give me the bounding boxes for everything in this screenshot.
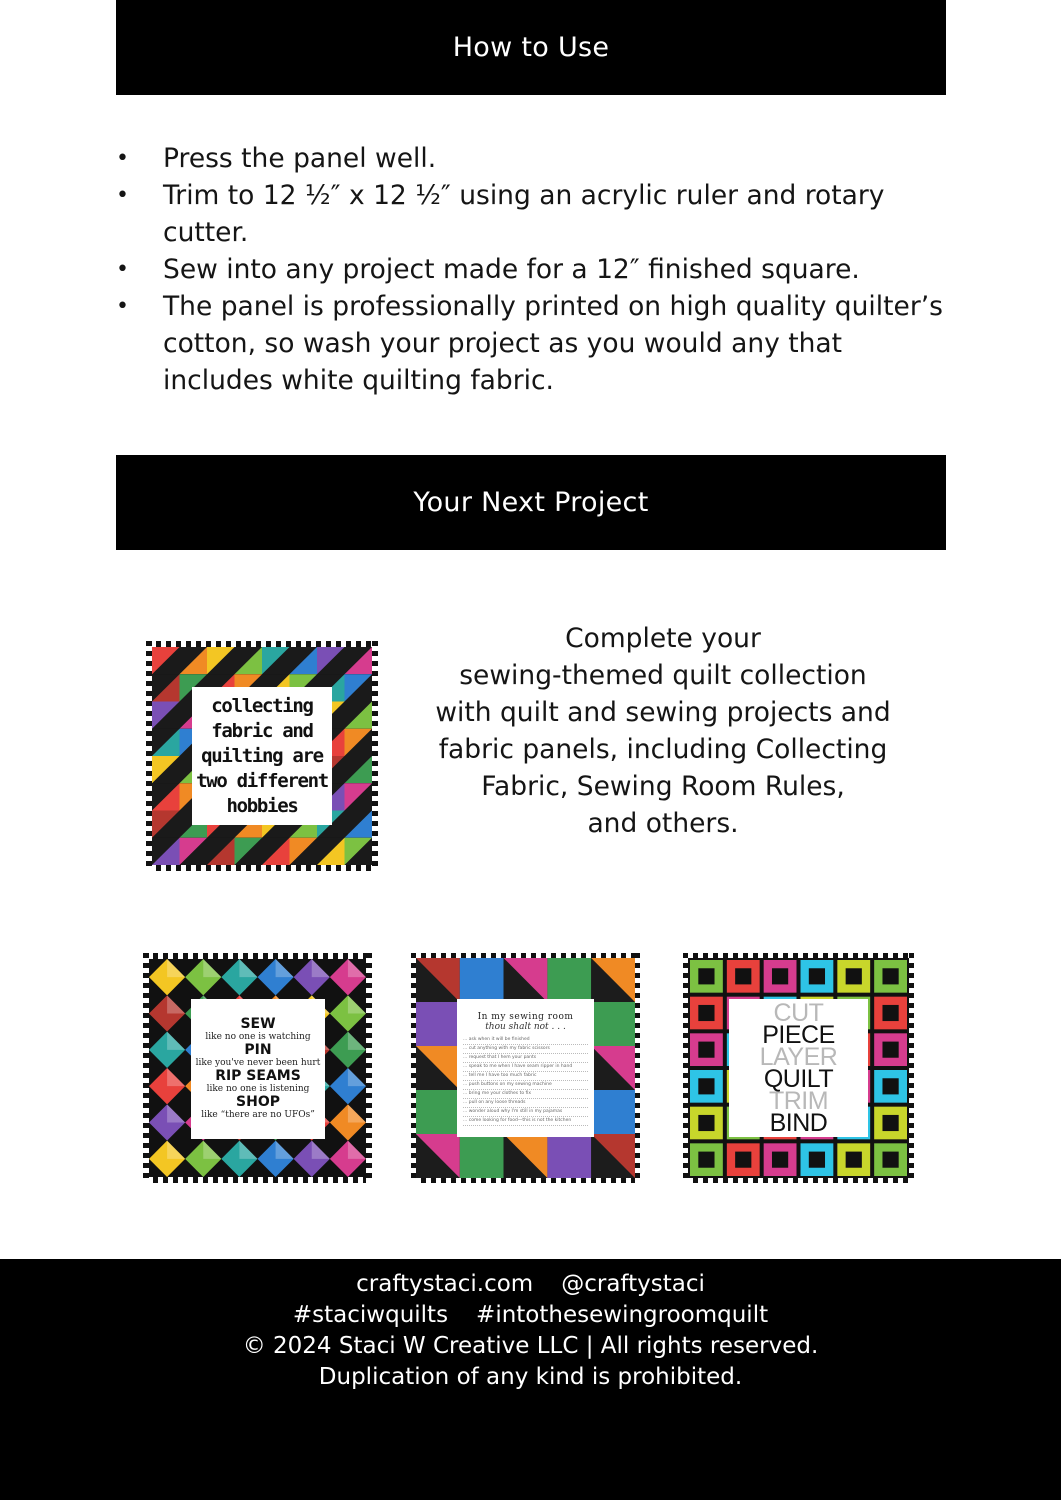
next-project-description: Complete your sewing-themed quilt collection with quilt and sewing projects and fabric panels, including Collecting Fabric, Sewing Room Rules, and others. xyxy=(435,623,891,839)
how-to-use-title: How to Use xyxy=(452,32,610,63)
hashtag: #intothesewingroomquilt xyxy=(476,1302,769,1328)
footer-line-hashtags xyxy=(0,1300,1061,1331)
bullet-icon: • xyxy=(116,294,129,319)
list-item: • Trim to 12 ½″ x 12 ½″ using an acrylic ruler and rotary cutter. xyxy=(116,177,946,251)
bullet-icon: • xyxy=(116,183,129,208)
how-to-use-banner xyxy=(116,0,946,95)
next-project-title: Your Next Project xyxy=(413,487,649,518)
social-handle[interactable]: @craftystaci xyxy=(561,1271,705,1297)
bullet-icon: • xyxy=(116,146,129,171)
quilt-panel-text: collecting fabric and quilting are two different hobbies xyxy=(192,687,332,825)
copyright: © 2024 Staci W Creative LLC | All rights reserved. xyxy=(242,1333,819,1359)
footer-line-contact xyxy=(0,1269,1061,1300)
sew-pin-quilt-image xyxy=(143,953,372,1183)
website-link[interactable]: craftystaci.com xyxy=(356,1271,534,1297)
next-project-banner xyxy=(116,455,946,550)
quilt-panel-text: In my sewing room thou shalt not . . . ... ask when it will be finished ... cut anything with my fabric scissors ... request that I hem your pants ... speak to me when I have seam ripper in hand ... tell me I have too much fabric ... push buttons on my sewing machine ... bring me your clothes to fix ... pull on any loose threads ... wonder aloud why I'm still in my pajamas ... come looking for food—this is not the kitchen xyxy=(457,999,594,1137)
bullet-icon: • xyxy=(116,257,129,282)
list-item: • The panel is professionally printed on high quality quilter’s cotton, so wash your project as you would any that includes white quilting fabric. xyxy=(116,288,946,399)
quilt-panel-text: SEW like no one is watching PIN like you've never been hurt RIP SEAMS like no one is listening SHOP like “there are no UFOs” xyxy=(191,999,325,1139)
cut-piece-quilt-image xyxy=(683,953,914,1183)
quilt-panel-text: CUT PIECE LAYER QUILT TRIM BIND xyxy=(729,999,868,1137)
hashtag: #staciwquilts xyxy=(292,1302,449,1328)
sewing-room-quilt-image xyxy=(411,953,640,1183)
duplication-notice: Duplication of any kind is prohibited. xyxy=(318,1364,743,1390)
footer xyxy=(0,1259,1061,1500)
list-item: • Press the panel well. xyxy=(116,140,946,177)
list-item: • Sew into any project made for a 12″ finished square. xyxy=(116,251,946,288)
collecting-fabric-quilt-image xyxy=(146,641,378,871)
how-to-use-list xyxy=(116,140,946,399)
